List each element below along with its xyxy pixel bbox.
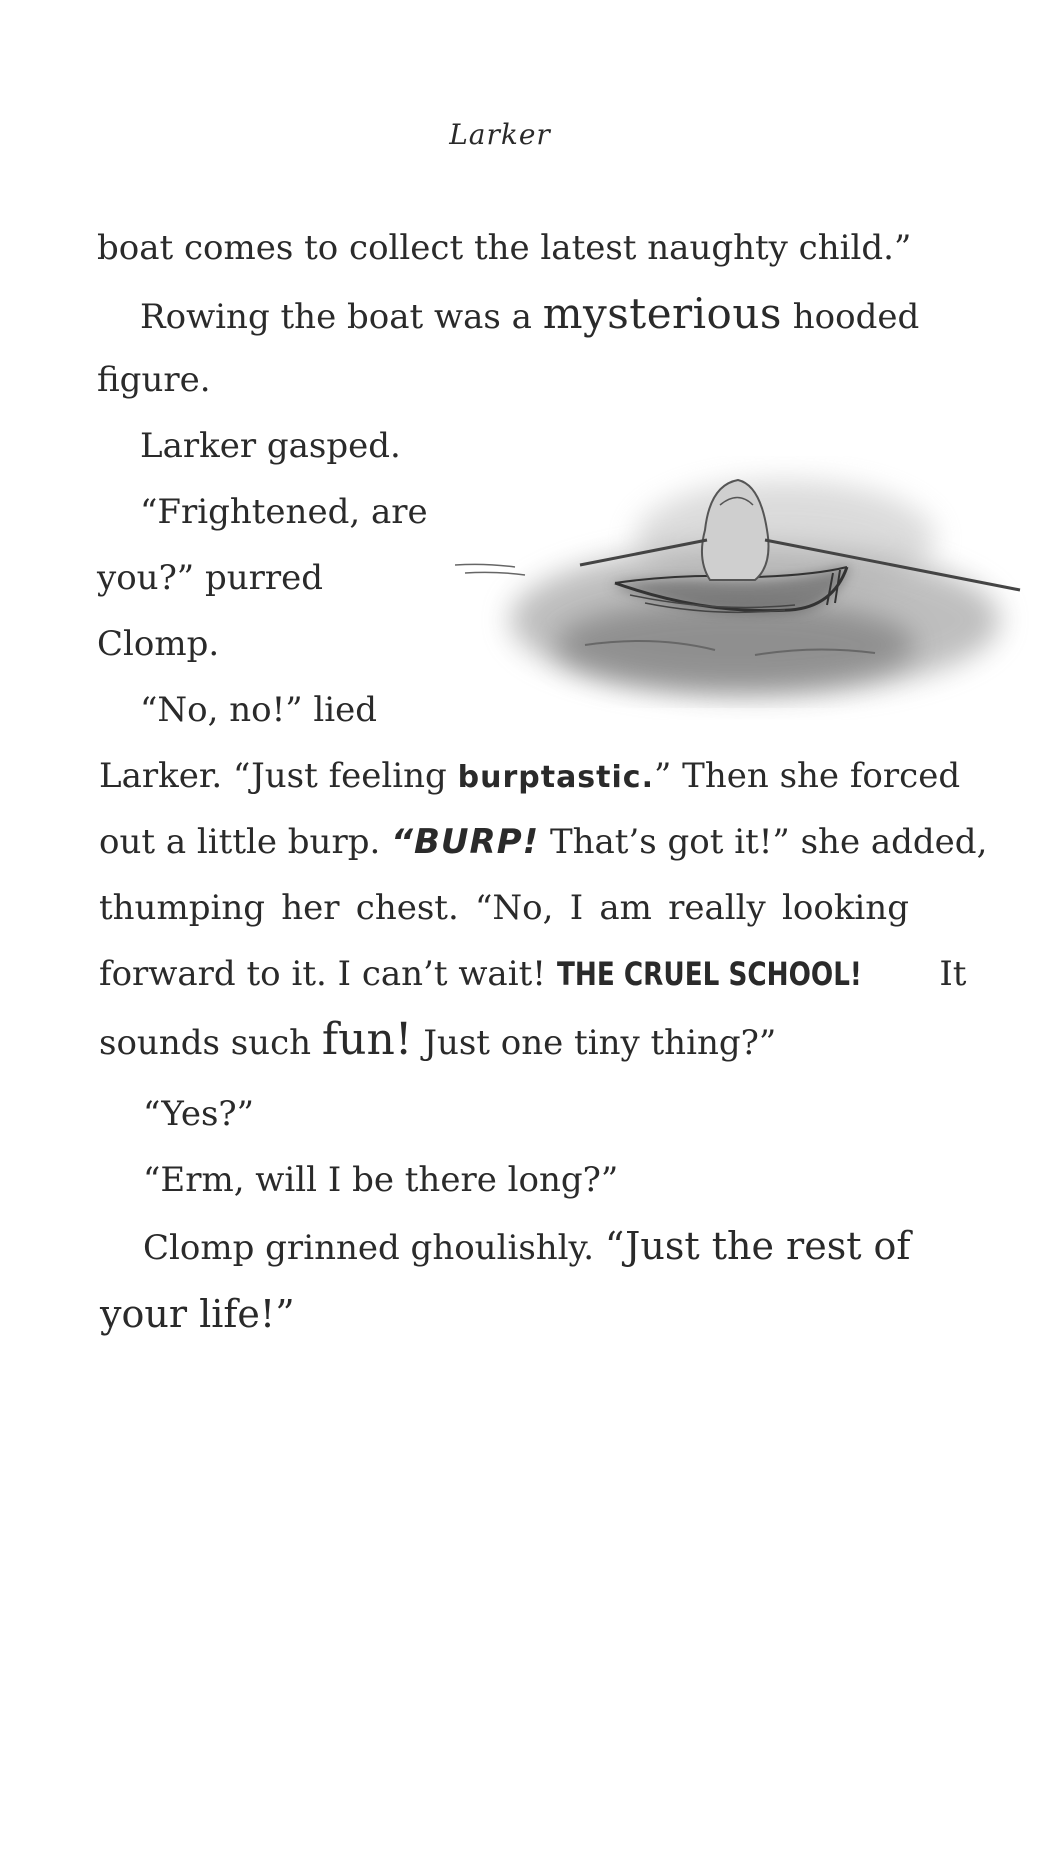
text-span-larger: “Just the rest of: [604, 1224, 911, 1268]
word: chest.: [355, 888, 459, 928]
text-line-3: figure.: [97, 360, 211, 400]
text-span: forward to it. I can’t wait!: [99, 954, 546, 994]
word: thumping: [99, 888, 265, 928]
text-line-14: “Yes?”: [143, 1094, 254, 1134]
word: really: [668, 888, 766, 928]
text-line-7: Clomp.: [97, 624, 220, 664]
word: am: [599, 888, 652, 928]
emphasis-cruel-school: THE CRUEL SCHOOL!: [556, 955, 862, 993]
text-line-8: “No, no!” lied: [140, 690, 378, 730]
text-line-1: boat comes to collect the latest naughty child.”: [97, 228, 912, 268]
text-span: Clomp grinned ghoulishly.: [143, 1228, 595, 1268]
word: her: [281, 888, 340, 928]
text-span: hooded: [792, 297, 920, 337]
text-span: That’s got it!” she added,: [549, 822, 988, 862]
text-line-6: you?” purred: [97, 558, 324, 598]
text-line-2: [140, 289, 920, 338]
text-span: Rowing the boat was a: [140, 297, 532, 337]
text-span: Just one tiny thing?”: [423, 1023, 777, 1063]
text-span: Larker. “Just feeling: [99, 756, 447, 796]
text-line-13: [99, 1014, 777, 1065]
text-line-10: [99, 822, 987, 862]
emphasis-mysterious: mysterious: [542, 289, 782, 338]
word: looking: [782, 888, 909, 928]
text-line-5: “Frightened, are: [140, 492, 428, 532]
text-span: out a little burp.: [99, 822, 381, 862]
text-line-12: [99, 954, 966, 994]
text-span: sounds such: [99, 1023, 312, 1063]
text-line-17: your life!”: [100, 1292, 295, 1336]
text-line-15: “Erm, will I be there long?”: [143, 1160, 619, 1200]
emphasis-fun: fun!: [321, 1014, 413, 1065]
running-head: Larker: [449, 118, 551, 151]
emphasis-burp: “BURP!: [391, 822, 540, 862]
text-line-11: [99, 888, 909, 928]
text-span: It: [939, 954, 967, 994]
word: “No,: [475, 888, 554, 928]
text-line-9: [99, 756, 960, 798]
text-line-16: [143, 1226, 911, 1268]
text-span: ” Then she forced: [653, 756, 961, 796]
text-line-4: Larker gasped.: [140, 426, 401, 466]
word: I: [569, 888, 584, 928]
emphasis-burptastic: burptastic.: [457, 760, 654, 795]
rowing-boat-illustration-icon: [455, 445, 1030, 720]
